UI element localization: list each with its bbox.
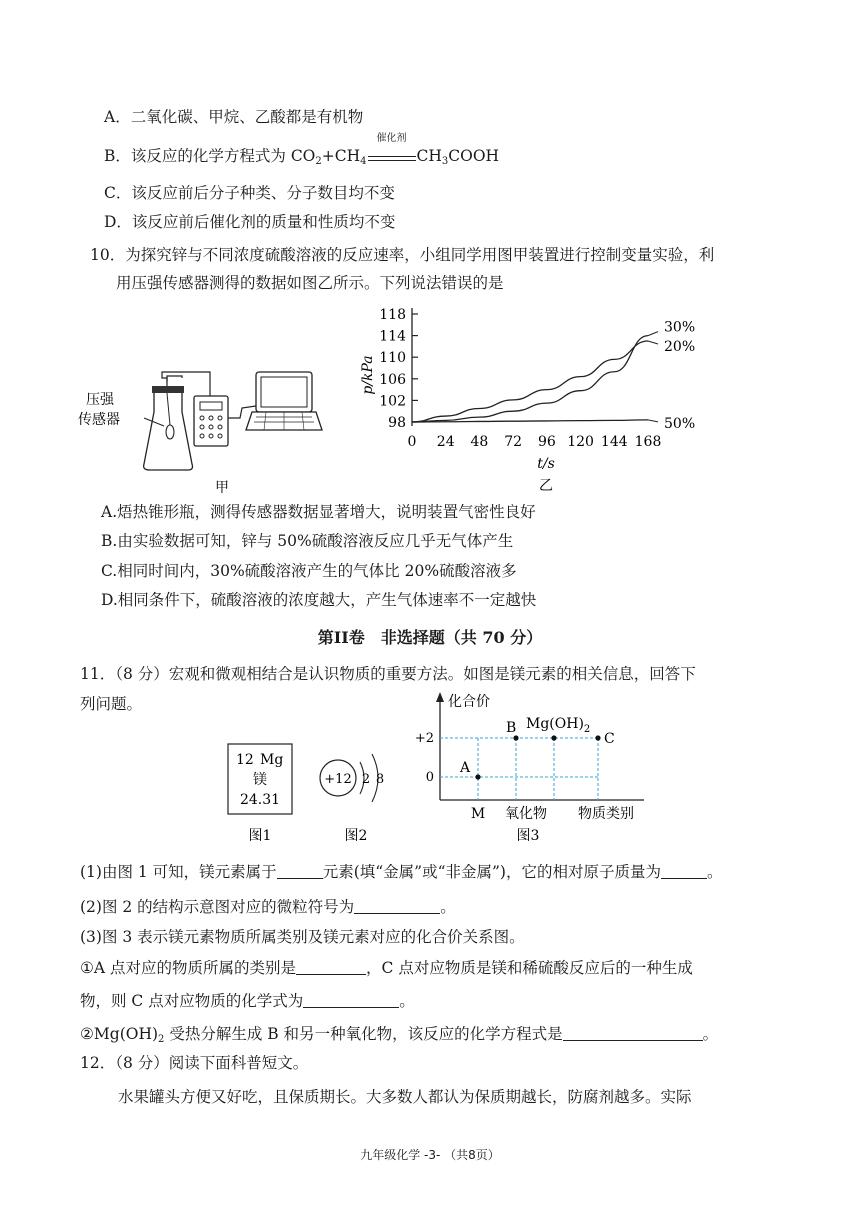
pressure-chart bbox=[350, 300, 710, 500]
sensor-label-line2: 传感器 bbox=[78, 412, 120, 428]
series-label-leader bbox=[648, 341, 658, 344]
q11-sub1: (1)由图 1 可知，镁元素属于 元素(填“金属”或“非金属”)，它的相对原子质量为 。 bbox=[80, 863, 723, 881]
answer-blank-4[interactable] bbox=[296, 959, 366, 975]
answer-blank-2[interactable] bbox=[661, 863, 707, 879]
shell-1-electrons: 2 bbox=[361, 772, 371, 787]
q11-stem-line2: 列问题。 bbox=[80, 695, 143, 713]
x-tick-label: 0 bbox=[407, 434, 417, 450]
fig3-caption: 图3 bbox=[516, 828, 540, 844]
q10-option-a: A.焐热锥形瓶，测得传感器数据显著增大，说明装置气密性良好 bbox=[101, 503, 536, 521]
fig-jia-caption: 甲 bbox=[215, 480, 229, 496]
chart-series bbox=[412, 336, 648, 422]
valence-category-chart bbox=[408, 690, 658, 855]
q11-sub3-2: $②Mg(OH)_2$ 受热分解生成 B 和另一种氧化物，该反应的化学方程式是 。 bbox=[80, 1025, 719, 1045]
q9-option-c: C．该反应前后分子种类、分子数目均不变 bbox=[104, 184, 395, 202]
nucleus-charge: +12 bbox=[324, 772, 352, 787]
element-number: 12 bbox=[236, 752, 254, 768]
section-heading bbox=[0, 625, 860, 648]
x-tick-label: 72 bbox=[504, 434, 523, 450]
element-name: 镁 bbox=[253, 772, 267, 788]
x-tick-label: 24 bbox=[436, 434, 455, 450]
q10-stem-line1: 10．为探究锌与不同浓度硫酸溶液的反应速率，小组同学用图甲装置进行控制变量实验，利 bbox=[90, 246, 715, 264]
fig2-caption: 图2 bbox=[344, 828, 368, 844]
x-tick-label: 48 bbox=[470, 434, 489, 450]
x-tick-label: 168 bbox=[634, 434, 662, 450]
series-label-leader bbox=[648, 332, 658, 336]
apparatus-diagram bbox=[70, 360, 330, 495]
atomic-structure-figure bbox=[316, 742, 406, 852]
element-card-figure bbox=[220, 742, 300, 852]
chart-series-labels bbox=[648, 320, 695, 432]
element-symbol: Mg bbox=[260, 752, 284, 768]
q9-option-b: B．该反应的化学方程式为 $CO_2+CH_4$ 催化剂 $CH_3COOH$ bbox=[104, 133, 500, 167]
q11-sub3-1-line2: 物，则 C 点对应物质的化学式为 。 bbox=[80, 992, 415, 1010]
point-a bbox=[475, 774, 480, 779]
series-label-30pct: 30% bbox=[664, 319, 696, 336]
x-tick-label: 120 bbox=[567, 434, 594, 450]
fig1-caption: 图1 bbox=[248, 828, 272, 844]
q9-option-d: D．该反应前后催化剂的质量和性质均不变 bbox=[104, 213, 396, 231]
q10-option-b: B.由实验数据可知，锌与 50%硫酸溶液反应几乎无气体产生 bbox=[101, 532, 514, 550]
chart-x-axis-label: t/s bbox=[537, 456, 555, 472]
y-tick-label: 114 bbox=[379, 328, 406, 345]
fig3-x-cat-oxide: 氧化物 bbox=[505, 806, 547, 822]
y-tick-label: 98 bbox=[388, 415, 406, 431]
y-tick-label: 106 bbox=[379, 371, 406, 388]
point-b bbox=[513, 735, 518, 740]
q12-paragraph: 水果罐头方便又好吃，且保质期长。大多数人都认为保质期越长，防腐剂越多。实际 bbox=[118, 1088, 692, 1106]
point-mgoh2-label: $Mg(OH)_2$ bbox=[526, 716, 591, 735]
element-mass: 24.31 bbox=[239, 792, 281, 808]
y-tick-label: 118 bbox=[379, 307, 406, 323]
shell-2-electrons: 8 bbox=[375, 772, 385, 787]
q10-option-d: D.相同条件下，硫酸溶液的浓度越大，产生气体速率不一定越快 bbox=[101, 591, 537, 609]
series-line-20pct bbox=[412, 341, 648, 422]
point-b-label: B bbox=[506, 720, 517, 736]
q11-sub3-1-line1: ①A 点对应的物质所属的类别是 ，C 点对应物质是镁和稀硫酸反应后的一种生成 bbox=[80, 959, 693, 977]
q9-option-a: A．二氧化碳、甲烷、乙酸都是有机物 bbox=[104, 108, 364, 126]
point-a-label: A bbox=[460, 760, 471, 776]
answer-blank-1[interactable] bbox=[277, 863, 323, 879]
answer-blank-3[interactable] bbox=[354, 898, 440, 914]
q11-stem-line1: 11．（8 分）宏观和微观相结合是认识物质的重要方法。如图是镁元素的相关信息，回答下 bbox=[80, 665, 696, 683]
point-mgoh2 bbox=[551, 735, 556, 740]
page-footer: 九年级化学 -3- （共8页） bbox=[360, 1148, 500, 1162]
fig-yi-caption: 乙 bbox=[539, 478, 553, 494]
series-line-30pct bbox=[412, 336, 648, 422]
chart-ticks bbox=[379, 307, 661, 450]
answer-blank-6[interactable] bbox=[563, 1025, 703, 1041]
series-label-50pct: 50% bbox=[664, 415, 696, 432]
point-c-label: C bbox=[604, 731, 615, 747]
fig3-y-axis-label: 化合价 bbox=[448, 694, 490, 710]
q11-sub2: (2)图 2 的结构示意图对应的微粒符号为 。 bbox=[80, 898, 456, 916]
fig3-x-cat-m: M bbox=[470, 806, 486, 822]
q12-stem: 12．（8 分）阅读下面科普短文。 bbox=[80, 1054, 309, 1072]
series-label-20pct: 20% bbox=[664, 339, 696, 355]
y-tick-label: 110 bbox=[379, 350, 406, 367]
sensor-label-line1: 压强 bbox=[86, 392, 114, 408]
q10-stem-line2: 用压强传感器测得的数据如图乙所示。下列说法错误的是 bbox=[116, 274, 504, 292]
y-tick-label: 102 bbox=[379, 393, 406, 410]
x-tick-label: 144 bbox=[600, 434, 628, 450]
chart-y-axis-label: p/kPa bbox=[360, 355, 376, 395]
section-subtitle: 非选择题（共 70 分） bbox=[380, 628, 543, 647]
q11-sub3: (3)图 3 表示镁元素物质所属类别及镁元素对应的化合价关系图。 bbox=[80, 928, 525, 946]
q10-option-c: C.相同时间内，30%硫酸溶液产生的气体比 20%硫酸溶液多 bbox=[101, 562, 517, 580]
fig3-tick-zero: 0 bbox=[425, 770, 434, 785]
answer-blank-5[interactable] bbox=[303, 992, 399, 1008]
catalyst-arrow: 催化剂 bbox=[368, 147, 416, 161]
x-tick-label: 96 bbox=[537, 434, 556, 450]
fig3-x-axis-label: 物质类别 bbox=[578, 806, 634, 822]
section-title: 第II卷 bbox=[317, 628, 365, 647]
series-label-leader bbox=[648, 420, 658, 422]
point-c bbox=[595, 735, 600, 740]
fig3-tick-plus2: +2 bbox=[414, 731, 434, 746]
